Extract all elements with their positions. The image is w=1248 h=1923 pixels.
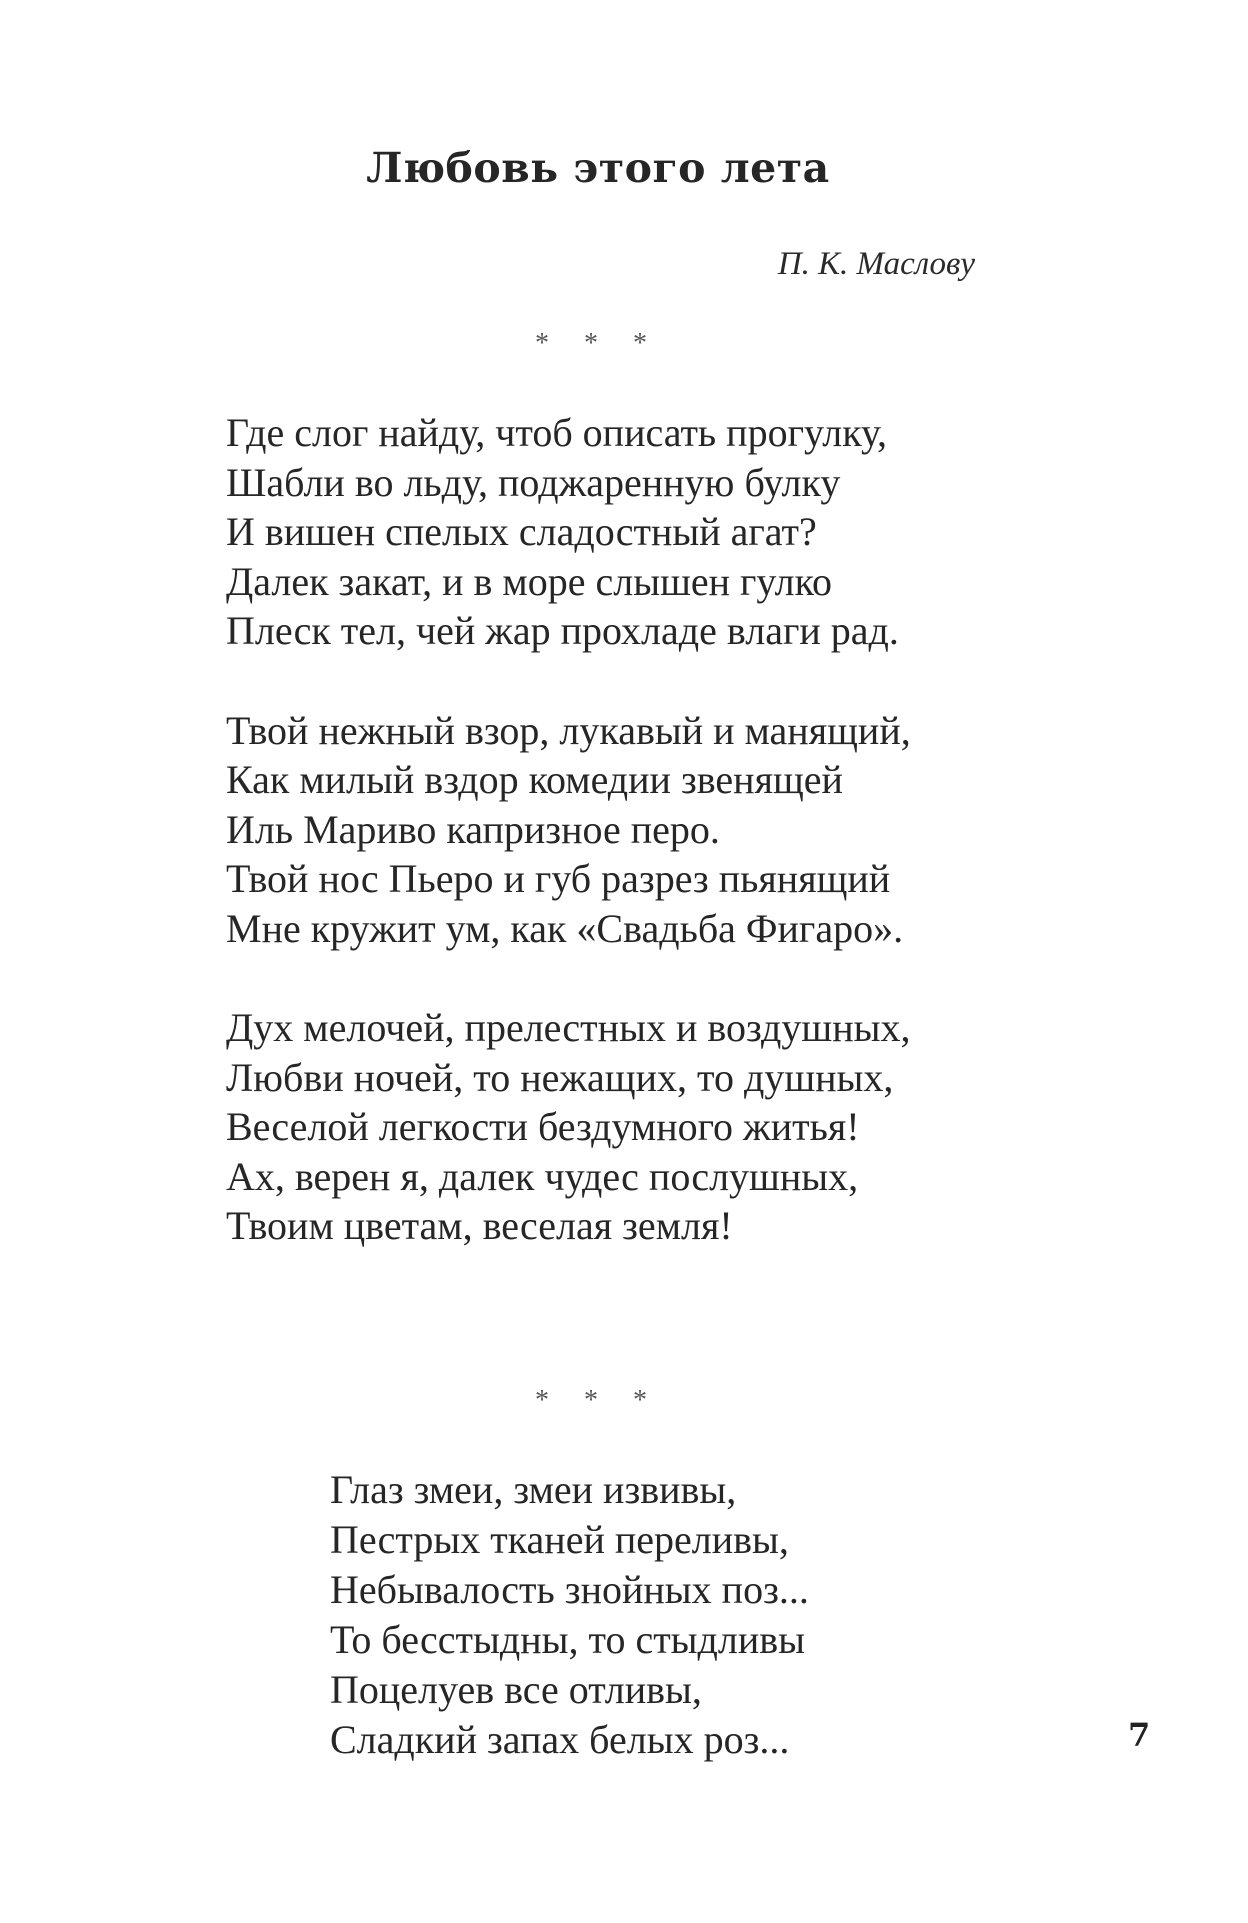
verse-line: Любви ночей, то нежащих, то душных, bbox=[226, 1054, 894, 1100]
page-number: 7 bbox=[1128, 1716, 1151, 1754]
verse-line: Глаз змеи, змеи извивы, bbox=[330, 1467, 737, 1512]
stanza-2 bbox=[226, 706, 1126, 954]
verse-line: Дух мелочей, прелестных и воздушных, bbox=[226, 1005, 911, 1050]
poem-1 bbox=[226, 408, 1126, 1301]
verse-line: И вишен спелых сладостный агат? bbox=[226, 509, 817, 554]
verse-line: Где слог найду, чтоб описать прогулку, bbox=[226, 410, 888, 455]
verse-line: Твой нос Пьеро и губ разрез пьянящий bbox=[226, 856, 891, 901]
verse-line: Мне кружит ум, как «Свадьба Фигаро». bbox=[226, 905, 904, 951]
poem-title: Любовь этого лета bbox=[366, 144, 830, 192]
verse-line: Поцелуев все отливы, bbox=[330, 1667, 702, 1712]
verse-line: Пестрых тканей переливы, bbox=[330, 1517, 789, 1562]
stanza-3 bbox=[226, 1003, 1126, 1251]
verse-line: То бесстыдны, то стыдливы bbox=[330, 1617, 806, 1662]
verse-line: Ах, верен я, далек чудес послушных, bbox=[226, 1153, 859, 1199]
section-separator: * * * bbox=[535, 328, 661, 359]
verse-line: Твой нежный взор, лукавый и манящий, bbox=[226, 707, 911, 753]
verse-line: Как милый вздор комедии звенящей bbox=[226, 757, 843, 802]
verse-line: Шабли во льду, поджаренную булку bbox=[226, 459, 841, 505]
verse-line: Сладкий запах белых роз... bbox=[330, 1717, 790, 1762]
dedication: П. К. Маслову bbox=[777, 246, 975, 282]
section-separator: * * * bbox=[535, 1385, 661, 1416]
verse-line: Твоим цветам, веселая земля! bbox=[226, 1203, 733, 1248]
verse-line: Небывалость знойных поз... bbox=[330, 1567, 809, 1612]
stanza-1 bbox=[226, 408, 1126, 656]
verse-line: Плеск тел, чей жар прохладе влаги рад. bbox=[226, 608, 899, 653]
verse-line: Далек закат, и в море слышен гулко bbox=[226, 558, 833, 604]
verse-line: Иль Мариво капризное перо. bbox=[226, 806, 720, 852]
poem-2 bbox=[330, 1465, 1030, 1765]
verse-line: Веселой легкости бездумного житья! bbox=[226, 1104, 860, 1149]
